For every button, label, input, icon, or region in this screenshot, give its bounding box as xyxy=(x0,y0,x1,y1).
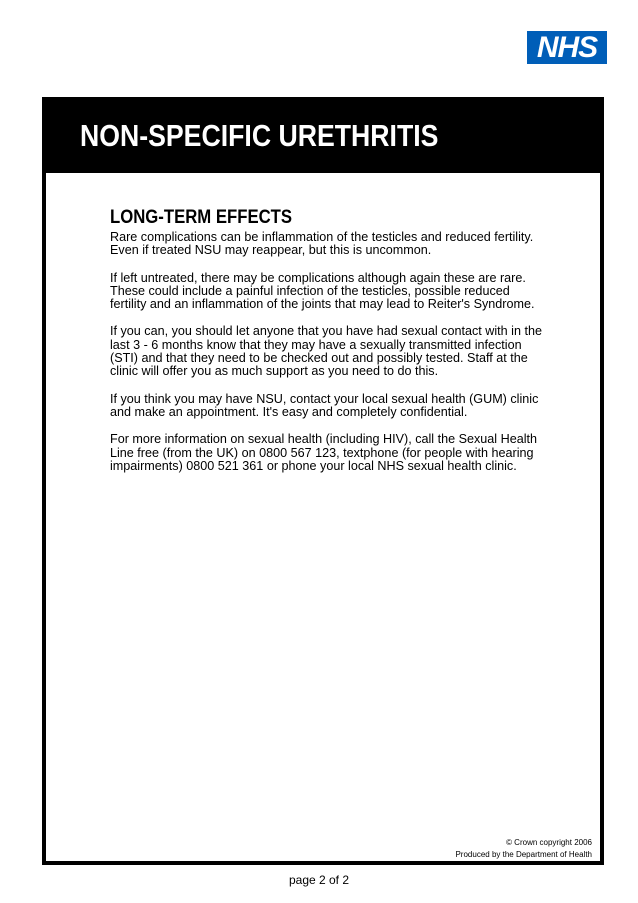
section-heading: LONG-TERM EFFECTS xyxy=(110,207,293,228)
paragraph-untreated: If left untreated, there may be complications although again these are rare. These could include a painful infection of the testicles, possible reduced fertility and an inflammation of the joints that may lead to Reiter's Syndrome. xyxy=(110,270,535,312)
nhs-logo: NHS xyxy=(527,31,607,64)
page-title: NON-SPECIFIC URETHRITIS xyxy=(80,118,439,153)
footer-credits xyxy=(455,837,592,861)
copyright-text: © Crown copyright 2006 xyxy=(506,838,592,847)
paragraph-more-information: For more information on sexual health (including HIV), call the Sexual Health Line free (from the UK) on 0800 567 123, textphone (for people with hearing impairments) 0800 521 361 or phone your local NHS sexual health clinic. xyxy=(110,432,538,473)
paragraph-partner-notification: If you can, you should let anyone that you have had sexual contact with in the last 3 - 6 months know that they may have a sexually transmitted infection (STI) and that they need to be checked out and possibly tested. Staff at the clinic will offer you as much support as you need to do this. xyxy=(110,324,542,379)
paragraph-complications: Rare complications can be inflammation of the testicles and reduced fertility. Even if treated NSU may reappear, but this is uncommon. xyxy=(110,230,534,258)
paragraph-contact-clinic: If you think you may have NSU, contact your local sexual health (GUM) clinic and make an appointment. It's easy and completely confidential. xyxy=(110,391,539,419)
document-frame xyxy=(42,97,604,865)
title-bar xyxy=(46,101,600,173)
content-section xyxy=(110,207,570,487)
page-number: page 2 of 2 xyxy=(288,873,350,887)
producer-text: Produced by the Department of Health xyxy=(455,850,592,859)
